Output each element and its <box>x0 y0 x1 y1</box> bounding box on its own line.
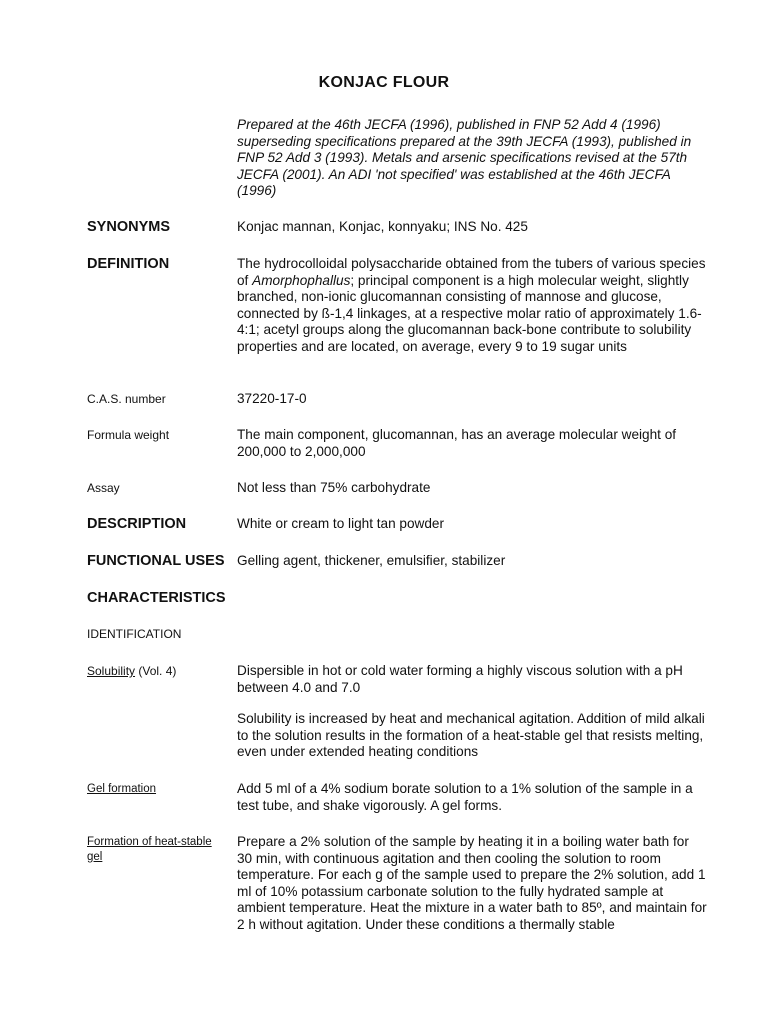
gel-formation-value: Add 5 ml of a 4% sodium borate solution to a 1% solution of the sample in a test tube, and shake vigorously. A gel forms. <box>237 781 693 813</box>
heat-stable-gel-value: Prepare a 2% solution of the sample by heating it in a boiling water bath for 30 min, with continuous agitation and then cooling the solution to room temperature. For each g of the sample used to prepare the 2% solution, add 1 ml of 10% potassium carbonate solution to the fully hydrated sample at ambient temperature. Heat the mixture in a water bath to 85º, and maintain for 2 h without agitation. Under these conditions a thermally stable <box>237 834 707 932</box>
formula-weight-label: Formula weight <box>87 428 170 442</box>
assay-label: Assay <box>87 481 120 495</box>
gel-formation-label[interactable]: Gel formation <box>87 783 157 795</box>
description-value: White or cream to light tan powder <box>237 516 445 531</box>
characteristics-heading: CHARACTERISTICS <box>87 590 226 606</box>
heat-stable-gel-label[interactable]: Formation of heat-stable gel <box>87 836 212 863</box>
solubility-link[interactable]: Solubility <box>87 664 136 678</box>
document-title: KONJAC FLOUR <box>318 74 450 91</box>
solubility-value-1: Dispersible in hot or cold water forming a highly viscous solution with a pH between 4.0 and 7.0 <box>237 663 683 695</box>
preparation-note: Prepared at the 46th JECFA (1996), published in FNP 52 Add 4 (1996) superseding specifications prepared at the 39th JECFA (1993), published in FNP 52 Add 3 (1993). Metals and arsenic specifications revised at the 57th JECFA (2001). An ADI 'not specified' was established at the 46th JECFA (1996) <box>237 117 692 199</box>
solubility-ref: (Vol. 4) <box>135 664 177 678</box>
definition-value <box>237 256 707 356</box>
synonyms-value: Konjac mannan, Konjac, konnyaku; INS No. 425 <box>237 219 528 234</box>
definition-text-after: ; principal component is a high molecular weight, slightly branched, non-ionic glucomannan consisting of mannose and glucose, connected by ß-1,4 linkages, at a respective molar ratio of approximately 1.6-4:1; acetyl groups along the glucomannan back-bone contribute to solubility properties and are located, on average, every 9 to 19 sugar units <box>237 272 702 354</box>
description-label: DESCRIPTION <box>87 516 187 532</box>
assay-value: Not less than 75% carbohydrate <box>237 480 431 495</box>
solubility-label <box>87 664 237 678</box>
functional-uses-label: FUNCTIONAL USES <box>87 553 225 569</box>
definition-label: DEFINITION <box>87 256 170 272</box>
cas-value: 37220-17-0 <box>237 391 307 406</box>
formula-weight-value: The main component, glucomannan, has an average molecular weight of 200,000 to 2,000,000 <box>237 427 677 459</box>
identification-heading: IDENTIFICATION <box>87 627 182 641</box>
solubility-value-2: Solubility is increased by heat and mechanical agitation. Addition of mild alkali to the solution results in the formation of a heat-stable gel that resists melting, even under extended heating conditions <box>237 711 705 760</box>
cas-label: C.A.S. number <box>87 392 166 406</box>
definition-text-before: The hydrocolloidal polysaccharide obtained from the tubers of various species of <box>237 256 706 288</box>
functional-uses-value: Gelling agent, thickener, emulsifier, stabilizer <box>237 553 506 568</box>
definition-genus: Amorphophallus <box>252 272 351 288</box>
synonyms-label: SYNONYMS <box>87 219 170 235</box>
